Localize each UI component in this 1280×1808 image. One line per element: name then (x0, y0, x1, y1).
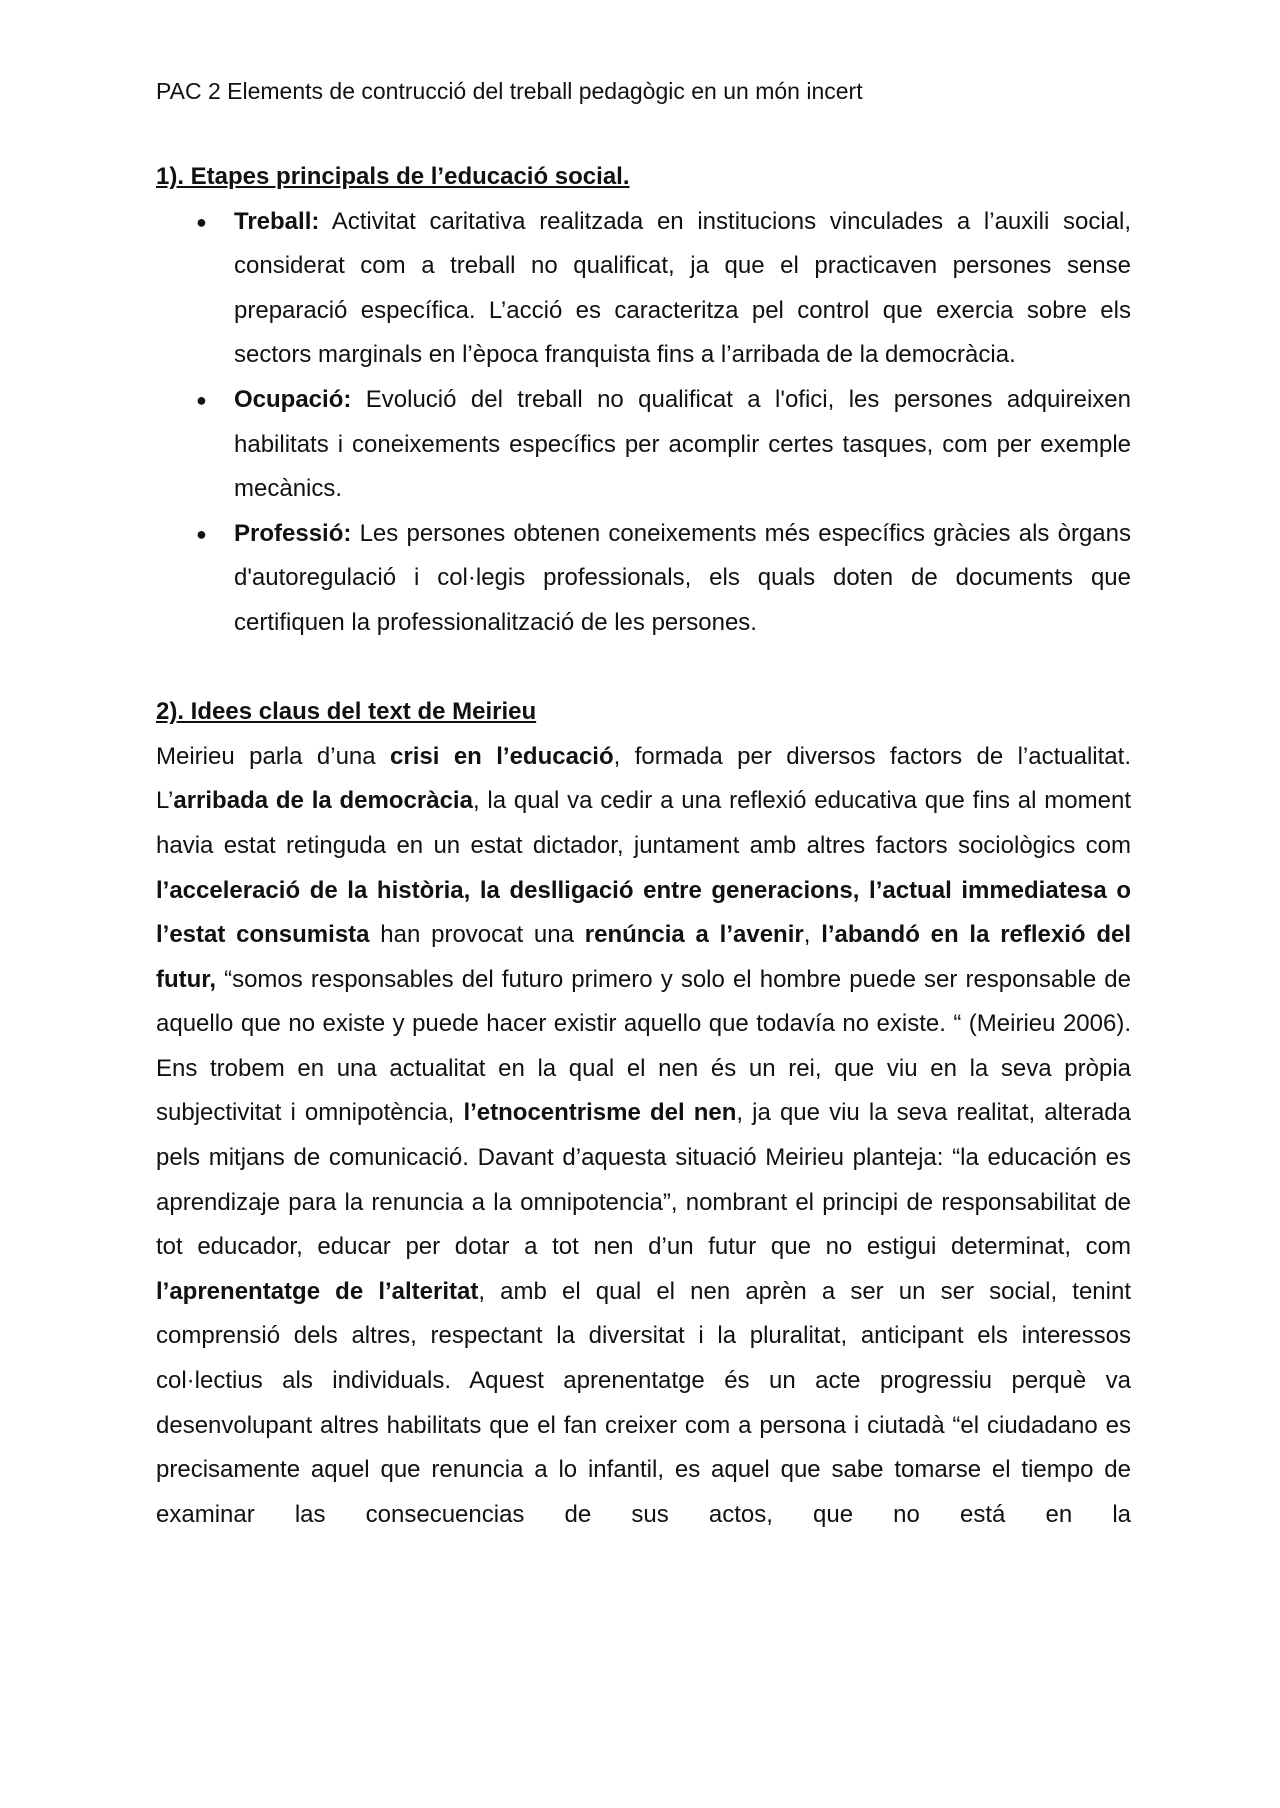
bullet-icon: ● (196, 389, 207, 410)
list-item (156, 378, 1131, 512)
text-segment: han provocat una (369, 921, 585, 949)
list-item (156, 512, 1131, 646)
stages-list (156, 200, 1131, 646)
text-segment: , la qual va cedir a una reflexió educativa que fins al moment havia estat retinguda en un estat dictador, juntament amb altres factors sociològics com (156, 787, 1131, 859)
bullet-icon: ● (196, 211, 207, 232)
key-idea: crisi en l’educació (390, 742, 614, 770)
key-idea: l’aprenentatge de l’alteritat (156, 1277, 479, 1305)
stage-description: Evolució del treball no qualificat a l'ofici, les persones adquireixen habilitats i coneixements específics per acomplir certes tasques, com per exemple mecànics. (234, 385, 1131, 503)
bullet-icon: ● (196, 523, 207, 544)
text-segment: Meirieu parla d’una (156, 742, 391, 770)
text-segment: “somos responsables del futuro primero y solo el hombre puede ser responsable de aquello que no existe y puede hacer existir aquello que todavía no existe. “ (Meirieu 2006). Ens trobem en una actualitat en la qual el nen és un rei, que viu en la seva pròpia subjectivitat i omnipotència, (156, 965, 1131, 1127)
stage-description: Activitat caritativa realitzada en institucions vinculades a l’auxili social, considerat com a treball no qualificat, ja que el practicaven persones sense preparació específica. L’acció es caracteritza pel control que exercia sobre els sectors marginals en l’època franquista fins a l’arribada de la democràcia. (234, 207, 1131, 369)
text-segment: , (803, 921, 822, 949)
stage-term: Professió: (234, 519, 352, 547)
key-idea: renúncia a l’avenir (584, 921, 804, 949)
stage-description: Les persones obtenen coneixements més específics gràcies als òrgans d'autoregulació i col·legis professionals, els quals doten de documents que certifiquen la professionalització de les persones. (234, 519, 1131, 636)
stage-term: Treball: (234, 207, 320, 235)
text-segment: , formada per diversos factors de l’actualitat. L’ (156, 742, 1131, 815)
list-item (156, 200, 1131, 378)
section-2-paragraph (156, 735, 1131, 1538)
page-header: PAC 2 Elements de contrucció del treball pedagògic en un món incert (156, 78, 863, 104)
text-segment: , ja que viu la seva realitat, alterada pels mitjans de comunicació. Davant d’aquesta situació Meirieu planteja: “la educación es aprendizaje para la renuncia a la omnipotencia”, nombrant el principi de responsabilitat de tot educador, educar per dotar a tot nen d’un futur que no estigui determinat, com (156, 1099, 1131, 1261)
key-idea: l’abandó en la reflexió del futur, (156, 921, 1132, 993)
key-idea: l’etnocentrisme del nen (463, 1099, 737, 1127)
section-1-heading: 1). Etapes principals de l’educació social. (156, 163, 630, 190)
document-body (156, 155, 1131, 1537)
section-2-heading: 2). Idees claus del text de Meirieu (156, 698, 537, 726)
text-segment: , amb el qual el nen aprèn a ser un ser social, tenint comprensió dels altres, respectant la diversitat i la pluralitat, anticipant els interessos col·lectius als individuals. Aquest aprenentatge és un acte progressiu perquè va desenvolupant altres habilitats que el fan creixer com a persona i ciutadà “el ciudadano es precisamente aquel que renuncia a lo infantil, es aquel que sabe tomarse el tiempo de examinar las consecuencias de sus actos, que no está en la (156, 1277, 1131, 1528)
stage-term: Ocupació: (234, 385, 352, 413)
key-idea: l’acceleració de la història, la deslligació entre generacions, l’actual immediatesa o l’estat consumista (156, 876, 1131, 949)
key-idea: arribada de la democràcia (173, 787, 473, 815)
